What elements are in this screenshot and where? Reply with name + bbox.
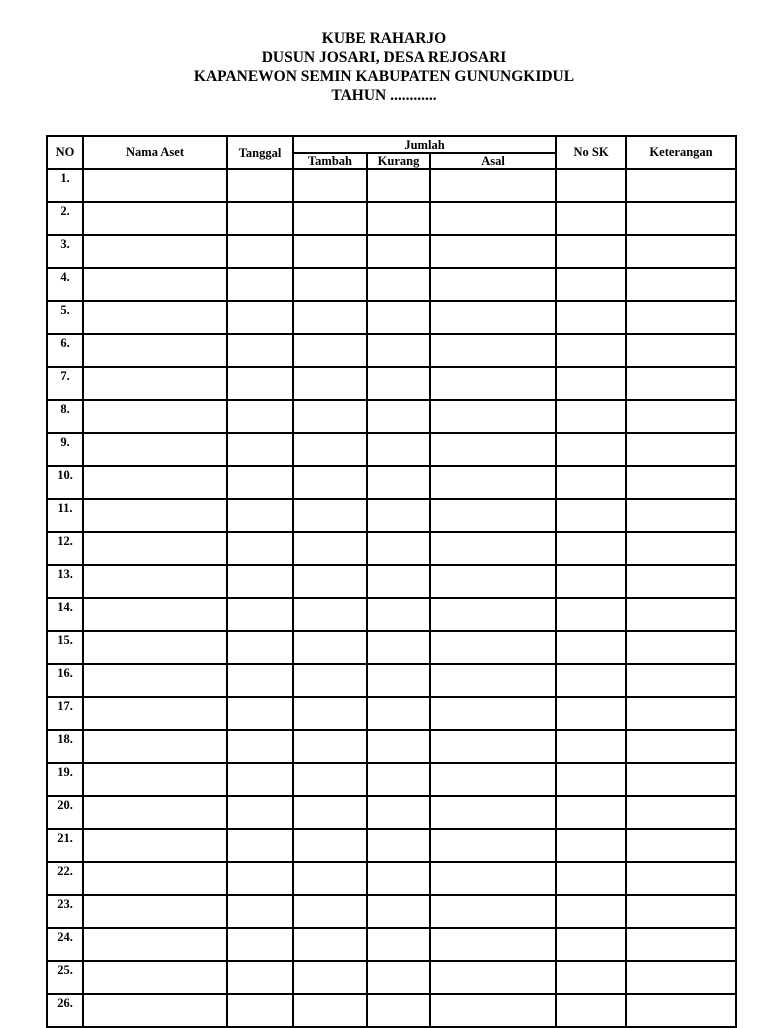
row-number: 18. [47, 730, 83, 763]
kurang-cell [367, 268, 430, 301]
nama-aset-cell [83, 433, 227, 466]
row-number: 21. [47, 829, 83, 862]
tanggal-cell [227, 862, 293, 895]
row-number: 3. [47, 235, 83, 268]
no-sk-cell [556, 235, 626, 268]
nama-aset-cell [83, 466, 227, 499]
keterangan-cell [626, 235, 736, 268]
no-sk-cell [556, 598, 626, 631]
row-number: 26. [47, 994, 83, 1027]
tambah-cell [293, 301, 367, 334]
tambah-cell [293, 895, 367, 928]
tambah-cell [293, 268, 367, 301]
nama-aset-cell [83, 961, 227, 994]
asal-cell [430, 400, 556, 433]
row-number: 17. [47, 697, 83, 730]
header-tanggal: Tanggal [227, 136, 293, 169]
nama-aset-cell [83, 796, 227, 829]
tambah-cell [293, 169, 367, 202]
row-number: 22. [47, 862, 83, 895]
nama-aset-cell [83, 730, 227, 763]
table-row [47, 862, 736, 895]
keterangan-cell [626, 664, 736, 697]
row-number: 14. [47, 598, 83, 631]
table-row [47, 367, 736, 400]
asal-cell [430, 994, 556, 1027]
table-row [47, 565, 736, 598]
tanggal-cell [227, 928, 293, 961]
table-row [47, 400, 736, 433]
keterangan-cell [626, 433, 736, 466]
row-number: 5. [47, 301, 83, 334]
asal-cell [430, 697, 556, 730]
nama-aset-cell [83, 202, 227, 235]
table-row [47, 598, 736, 631]
tanggal-cell [227, 202, 293, 235]
no-sk-cell [556, 796, 626, 829]
kurang-cell [367, 565, 430, 598]
tambah-cell [293, 598, 367, 631]
tambah-cell [293, 961, 367, 994]
nama-aset-cell [83, 367, 227, 400]
table-row [47, 796, 736, 829]
kurang-cell [367, 334, 430, 367]
tambah-cell [293, 763, 367, 796]
keterangan-cell [626, 169, 736, 202]
kurang-cell [367, 730, 430, 763]
asal-cell [430, 532, 556, 565]
table-row [47, 235, 736, 268]
table-row [47, 763, 736, 796]
asal-cell [430, 829, 556, 862]
nama-aset-cell [83, 235, 227, 268]
no-sk-cell [556, 466, 626, 499]
header-kurang: Kurang [367, 153, 430, 169]
tambah-cell [293, 994, 367, 1027]
table-row [47, 301, 736, 334]
table-row [47, 169, 736, 202]
keterangan-cell [626, 862, 736, 895]
row-number: 9. [47, 433, 83, 466]
row-number: 11. [47, 499, 83, 532]
ledger-body [47, 169, 736, 1027]
header-keterangan: Keterangan [626, 136, 736, 169]
keterangan-cell [626, 202, 736, 235]
nama-aset-cell [83, 994, 227, 1027]
nama-aset-cell [83, 928, 227, 961]
table-row [47, 631, 736, 664]
header-nama-aset: Nama Aset [83, 136, 227, 169]
table-row [47, 829, 736, 862]
asal-cell [430, 862, 556, 895]
nama-aset-cell [83, 829, 227, 862]
kurang-cell [367, 928, 430, 961]
row-number: 1. [47, 169, 83, 202]
keterangan-cell [626, 334, 736, 367]
tambah-cell [293, 466, 367, 499]
tanggal-cell [227, 235, 293, 268]
keterangan-cell [626, 466, 736, 499]
asal-cell [430, 730, 556, 763]
nama-aset-cell [83, 400, 227, 433]
table-row [47, 334, 736, 367]
keterangan-cell [626, 598, 736, 631]
kurang-cell [367, 202, 430, 235]
row-number: 24. [47, 928, 83, 961]
tanggal-cell [227, 301, 293, 334]
asal-cell [430, 598, 556, 631]
tambah-cell [293, 532, 367, 565]
keterangan-cell [626, 268, 736, 301]
no-sk-cell [556, 400, 626, 433]
no-sk-cell [556, 202, 626, 235]
nama-aset-cell [83, 631, 227, 664]
tanggal-cell [227, 598, 293, 631]
table-row [47, 499, 736, 532]
kurang-cell [367, 994, 430, 1027]
header-no: NO [47, 136, 83, 169]
keterangan-cell [626, 961, 736, 994]
row-number: 19. [47, 763, 83, 796]
asal-cell [430, 169, 556, 202]
tanggal-cell [227, 169, 293, 202]
nama-aset-cell [83, 169, 227, 202]
asal-cell [430, 202, 556, 235]
keterangan-cell [626, 367, 736, 400]
tanggal-cell [227, 763, 293, 796]
tambah-cell [293, 829, 367, 862]
row-number: 23. [47, 895, 83, 928]
tanggal-cell [227, 829, 293, 862]
title-line-organization: KUBE RAHARJO [321, 30, 447, 47]
tambah-cell [293, 928, 367, 961]
table-row [47, 994, 736, 1027]
no-sk-cell [556, 301, 626, 334]
kurang-cell [367, 235, 430, 268]
no-sk-cell [556, 862, 626, 895]
kurang-cell [367, 631, 430, 664]
tanggal-cell [227, 994, 293, 1027]
keterangan-cell [626, 532, 736, 565]
row-number: 12. [47, 532, 83, 565]
tanggal-cell [227, 532, 293, 565]
table-row [47, 202, 736, 235]
title-line-region: KAPANEWON SEMIN KABUPATEN GUNUNGKIDUL [193, 68, 575, 85]
tambah-cell [293, 235, 367, 268]
header-no-sk: No SK [556, 136, 626, 169]
row-number: 20. [47, 796, 83, 829]
row-number: 2. [47, 202, 83, 235]
no-sk-cell [556, 928, 626, 961]
title-line-year: TAHUN ............ [331, 87, 437, 104]
row-number: 6. [47, 334, 83, 367]
no-sk-cell [556, 829, 626, 862]
nama-aset-cell [83, 532, 227, 565]
tanggal-cell [227, 565, 293, 598]
tanggal-cell [227, 433, 293, 466]
tanggal-cell [227, 664, 293, 697]
nama-aset-cell [83, 763, 227, 796]
nama-aset-cell [83, 334, 227, 367]
asset-ledger-table [46, 135, 737, 1028]
table-row [47, 664, 736, 697]
no-sk-cell [556, 499, 626, 532]
tambah-cell [293, 499, 367, 532]
no-sk-cell [556, 895, 626, 928]
tanggal-cell [227, 268, 293, 301]
asal-cell [430, 466, 556, 499]
tambah-cell [293, 862, 367, 895]
nama-aset-cell [83, 895, 227, 928]
no-sk-cell [556, 664, 626, 697]
tanggal-cell [227, 796, 293, 829]
kurang-cell [367, 400, 430, 433]
header-asal: Asal [430, 153, 556, 169]
kurang-cell [367, 301, 430, 334]
keterangan-cell [626, 730, 736, 763]
kurang-cell [367, 532, 430, 565]
asal-cell [430, 961, 556, 994]
keterangan-cell [626, 994, 736, 1027]
tanggal-cell [227, 367, 293, 400]
row-number: 10. [47, 466, 83, 499]
kurang-cell [367, 961, 430, 994]
keterangan-cell [626, 928, 736, 961]
asal-cell [430, 268, 556, 301]
no-sk-cell [556, 763, 626, 796]
tambah-cell [293, 565, 367, 598]
kurang-cell [367, 169, 430, 202]
table-row [47, 730, 736, 763]
asal-cell [430, 565, 556, 598]
no-sk-cell [556, 730, 626, 763]
kurang-cell [367, 763, 430, 796]
no-sk-cell [556, 994, 626, 1027]
tanggal-cell [227, 499, 293, 532]
row-number: 8. [47, 400, 83, 433]
keterangan-cell [626, 565, 736, 598]
nama-aset-cell [83, 697, 227, 730]
kurang-cell [367, 829, 430, 862]
row-number: 13. [47, 565, 83, 598]
table-row [47, 928, 736, 961]
kurang-cell [367, 664, 430, 697]
tanggal-cell [227, 400, 293, 433]
no-sk-cell [556, 433, 626, 466]
tanggal-cell [227, 895, 293, 928]
table-row [47, 961, 736, 994]
nama-aset-cell [83, 499, 227, 532]
tanggal-cell [227, 697, 293, 730]
no-sk-cell [556, 565, 626, 598]
row-number: 7. [47, 367, 83, 400]
asal-cell [430, 796, 556, 829]
tambah-cell [293, 697, 367, 730]
asal-cell [430, 334, 556, 367]
no-sk-cell [556, 334, 626, 367]
table-row [47, 433, 736, 466]
asal-cell [430, 664, 556, 697]
asal-cell [430, 763, 556, 796]
tambah-cell [293, 334, 367, 367]
nama-aset-cell [83, 598, 227, 631]
row-number: 25. [47, 961, 83, 994]
asal-cell [430, 433, 556, 466]
no-sk-cell [556, 961, 626, 994]
keterangan-cell [626, 697, 736, 730]
keterangan-cell [626, 631, 736, 664]
kurang-cell [367, 862, 430, 895]
nama-aset-cell [83, 664, 227, 697]
document-title [0, 29, 768, 105]
no-sk-cell [556, 367, 626, 400]
nama-aset-cell [83, 268, 227, 301]
no-sk-cell [556, 631, 626, 664]
kurang-cell [367, 796, 430, 829]
asal-cell [430, 895, 556, 928]
kurang-cell [367, 466, 430, 499]
row-number: 15. [47, 631, 83, 664]
asal-cell [430, 301, 556, 334]
kurang-cell [367, 367, 430, 400]
asal-cell [430, 499, 556, 532]
table-row [47, 466, 736, 499]
keterangan-cell [626, 829, 736, 862]
asal-cell [430, 235, 556, 268]
header-tambah: Tambah [293, 153, 367, 169]
tambah-cell [293, 400, 367, 433]
no-sk-cell [556, 697, 626, 730]
tambah-cell [293, 796, 367, 829]
keterangan-cell [626, 763, 736, 796]
tambah-cell [293, 367, 367, 400]
nama-aset-cell [83, 565, 227, 598]
no-sk-cell [556, 532, 626, 565]
asal-cell [430, 631, 556, 664]
tambah-cell [293, 664, 367, 697]
tanggal-cell [227, 730, 293, 763]
kurang-cell [367, 895, 430, 928]
table-row [47, 895, 736, 928]
keterangan-cell [626, 796, 736, 829]
table-row [47, 697, 736, 730]
kurang-cell [367, 433, 430, 466]
asal-cell [430, 367, 556, 400]
title-line-address: DUSUN JOSARI, DESA REJOSARI [261, 49, 507, 66]
asal-cell [430, 928, 556, 961]
kurang-cell [367, 697, 430, 730]
tambah-cell [293, 433, 367, 466]
no-sk-cell [556, 268, 626, 301]
keterangan-cell [626, 895, 736, 928]
table-row [47, 268, 736, 301]
tanggal-cell [227, 961, 293, 994]
tambah-cell [293, 631, 367, 664]
no-sk-cell [556, 169, 626, 202]
kurang-cell [367, 598, 430, 631]
tanggal-cell [227, 631, 293, 664]
row-number: 16. [47, 664, 83, 697]
keterangan-cell [626, 400, 736, 433]
table-row [47, 532, 736, 565]
header-jumlah: Jumlah [293, 136, 556, 153]
nama-aset-cell [83, 862, 227, 895]
tanggal-cell [227, 334, 293, 367]
tambah-cell [293, 730, 367, 763]
row-number: 4. [47, 268, 83, 301]
nama-aset-cell [83, 301, 227, 334]
kurang-cell [367, 499, 430, 532]
tambah-cell [293, 202, 367, 235]
keterangan-cell [626, 301, 736, 334]
keterangan-cell [626, 499, 736, 532]
tanggal-cell [227, 466, 293, 499]
